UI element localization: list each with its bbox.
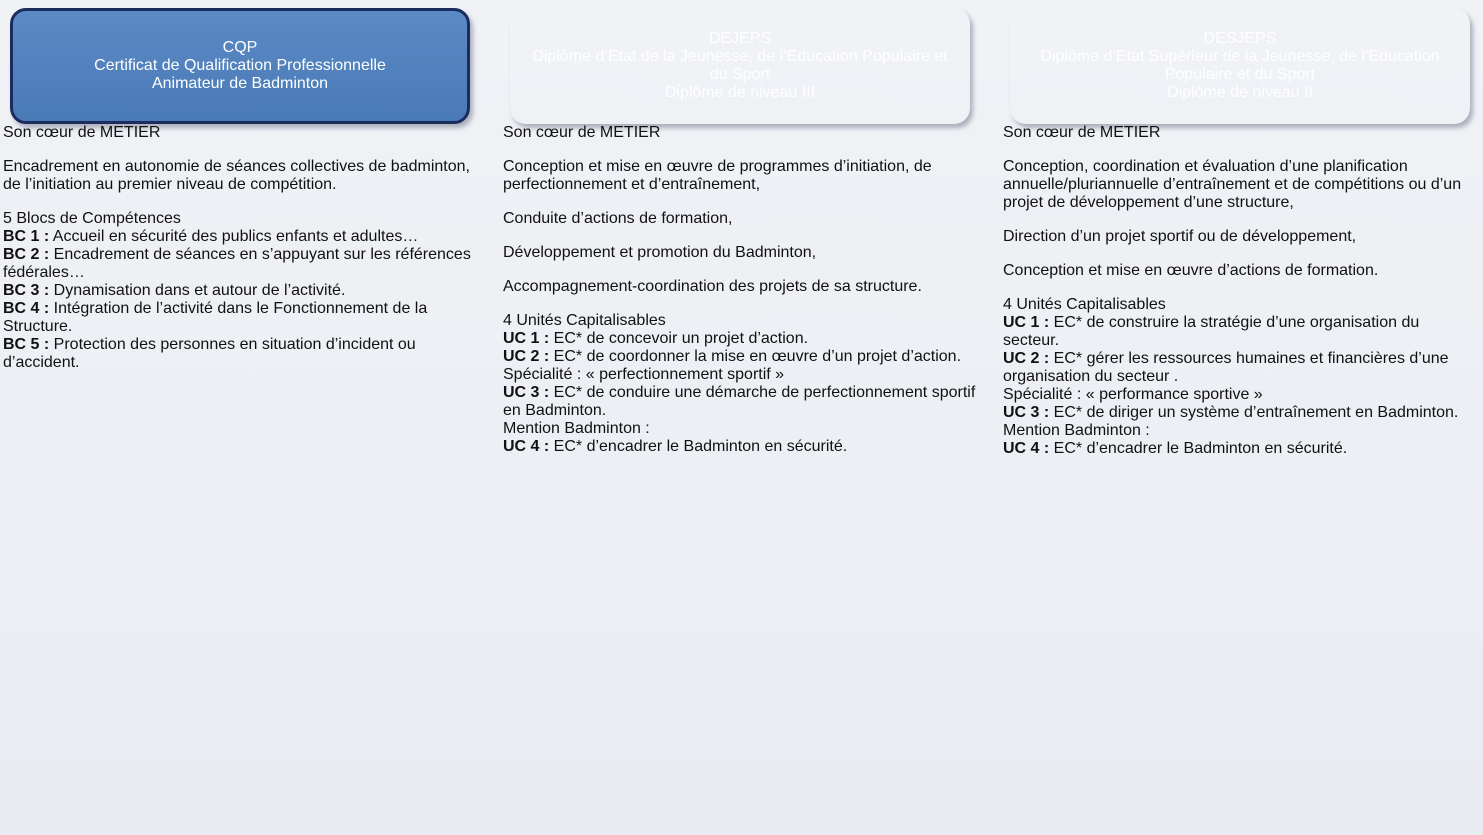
cqp-full-name: Certificat de Qualification Professionnelle — [94, 57, 386, 74]
item-text: Dynamisation dans et autour de l’activité. — [49, 282, 346, 299]
item-text: EC* de diriger un système d’entraînement en Badminton. — [1049, 404, 1459, 421]
item-text: EC* de conduire une démarche de perfectionnement sportif en Badminton. — [503, 384, 976, 419]
item-prefix: BC 1 : — [3, 228, 50, 245]
item-text: Protection des personnes en situation d’incident ou d’accident. — [3, 336, 416, 371]
list-item — [503, 330, 977, 348]
list-item — [1003, 404, 1477, 422]
title-segment: apitalisables — [1077, 296, 1166, 313]
cqp-blocks-box — [3, 210, 477, 372]
item-text: EC* gérer les ressources humaines et financières d’une organisation du secteur . — [1003, 350, 1449, 385]
metier-paragraphs — [1003, 158, 1477, 280]
metier-paragraph: Conception et mise en œuvre de programmes d’initiation, de perfectionnement et d’entraînement, — [503, 158, 932, 193]
dejeps-full-name: Diplôme d’Etat de la Jeunesse, de l’Education Populaire et du Sport — [532, 48, 948, 83]
item-text: EC* d’encadrer le Badminton en sécurité. — [549, 438, 848, 455]
metier-paragraph: Conception et mise en œuvre d’actions de formation. — [1003, 262, 1379, 279]
list-item — [1003, 440, 1477, 458]
title-segment: 5 B — [3, 210, 28, 227]
column-desjeps — [1003, 8, 1477, 828]
item-prefix: BC 3 : — [3, 282, 50, 299]
quoted-specialty: « perfectionnement sportif » — [585, 366, 785, 383]
label-text: Spécialité : — [1003, 386, 1086, 403]
metier-paragraph: Conception, coordination et évaluation d’une planification annuelle/pluriannuelle d’entraînement et de compétitions ou d’un projet de développement d’une structure, — [1003, 158, 1462, 211]
metier-heading: Son cœur de METIER — [3, 124, 161, 141]
title-segment: ompétences — [93, 210, 181, 227]
item-text: Encadrement de séances en s’appuyant sur les références fédérales… — [3, 246, 471, 281]
item-prefix: UC 1 : — [503, 330, 550, 347]
list-item — [3, 300, 477, 336]
list-item — [3, 336, 477, 372]
specialty-label — [1003, 386, 1477, 404]
item-text: Accueil en sécurité des publics enfants et adultes… — [49, 228, 419, 245]
blocks-items — [503, 330, 977, 456]
list-item — [1003, 350, 1477, 386]
list-item — [503, 438, 977, 456]
title-segment: apitalisables — [577, 312, 666, 329]
metier-paragraphs — [3, 158, 477, 194]
desjeps-metier-box — [1003, 124, 1477, 296]
desjeps-acronym: DESJEPS — [1203, 30, 1277, 47]
metier-heading: Son cœur de METIER — [503, 124, 661, 141]
dejeps-metier-box — [503, 124, 977, 312]
list-item — [3, 282, 477, 300]
title-segment: 4 U — [1003, 296, 1028, 313]
item-prefix: UC 2 : — [503, 348, 550, 365]
item-prefix: BC 5 : — [3, 336, 50, 353]
metier-paragraph: Développement et promotion du Badminton, — [503, 244, 817, 261]
dejeps-subtitle: Diplôme de niveau III — [664, 84, 816, 101]
quoted-specialty: « performance sportive » — [1085, 386, 1263, 403]
metier-paragraph: Conduite d’actions de formation, — [503, 210, 733, 227]
item-prefix: UC 4 : — [503, 438, 550, 455]
title-segment: nités — [1027, 296, 1067, 313]
specialty-label — [503, 366, 977, 384]
blocks-items — [3, 228, 477, 372]
column-dejeps — [503, 8, 977, 828]
item-prefix: UC 1 : — [1003, 314, 1050, 331]
title-segment: nités — [527, 312, 567, 329]
cqp-header-card — [10, 8, 470, 124]
list-item — [503, 384, 977, 420]
blocks-items — [1003, 314, 1477, 458]
desjeps-header-card — [1010, 8, 1470, 124]
blocks-title — [1003, 296, 1477, 314]
desjeps-blocks-box — [1003, 296, 1477, 458]
dejeps-header-card — [510, 8, 970, 124]
dejeps-acronym: DEJEPS — [708, 30, 772, 47]
label-text: Mention Badminton : — [503, 420, 650, 437]
item-text: EC* de coordonner la mise en œuvre d’un projet d’action. — [549, 348, 962, 365]
item-text: EC* d’encadrer le Badminton en sécurité. — [1049, 440, 1348, 457]
item-prefix: UC 3 : — [1003, 404, 1050, 421]
list-item — [1003, 314, 1477, 350]
item-prefix: UC 2 : — [1003, 350, 1050, 367]
label-text: Spécialité : — [503, 366, 586, 383]
list-item — [3, 246, 477, 282]
list-item — [503, 348, 977, 366]
title-segment: C — [82, 210, 94, 227]
specialty-label — [503, 420, 977, 438]
item-prefix: UC 3 : — [503, 384, 550, 401]
blocks-title — [503, 312, 977, 330]
desjeps-subtitle: Diplôme de niveau II — [1167, 84, 1313, 101]
item-prefix: BC 4 : — [3, 300, 50, 317]
item-text: Intégration de l’activité dans le Fonctionnement de la Structure. — [3, 300, 428, 335]
cqp-acronym: CQP — [222, 39, 258, 56]
cqp-metier-box — [3, 124, 477, 210]
metier-paragraph: Encadrement en autonomie de séances collectives de badminton, de l’initiation au premier niveau de compétition. — [3, 158, 470, 193]
dejeps-blocks-box — [503, 312, 977, 456]
item-text: EC* de concevoir un projet d’action. — [549, 330, 809, 347]
cqp-subtitle: Animateur de Badminton — [151, 75, 329, 92]
item-prefix: UC 4 : — [1003, 440, 1050, 457]
metier-heading: Son cœur de METIER — [1003, 124, 1161, 141]
title-segment: C — [1066, 296, 1078, 313]
list-item — [3, 228, 477, 246]
metier-paragraph: Accompagnement-coordination des projets de sa structure. — [503, 278, 922, 295]
specialty-label — [1003, 422, 1477, 440]
item-text: EC* de construire la stratégie d’une organisation du secteur. — [1003, 314, 1420, 349]
metier-paragraphs — [503, 158, 977, 296]
title-segment: C — [566, 312, 578, 329]
blocks-title — [3, 210, 477, 228]
column-cqp — [3, 8, 477, 828]
title-segment: locs de — [27, 210, 83, 227]
item-prefix: BC 2 : — [3, 246, 50, 263]
desjeps-full-name: Diplôme d’Etat Supérieur de la Jeunesse, de l’Education Populaire et du Sport — [1040, 48, 1440, 83]
title-segment: 4 U — [503, 312, 528, 329]
metier-paragraph: Direction d’un projet sportif ou de développement, — [1003, 228, 1357, 245]
label-text: Mention Badminton : — [1003, 422, 1150, 439]
